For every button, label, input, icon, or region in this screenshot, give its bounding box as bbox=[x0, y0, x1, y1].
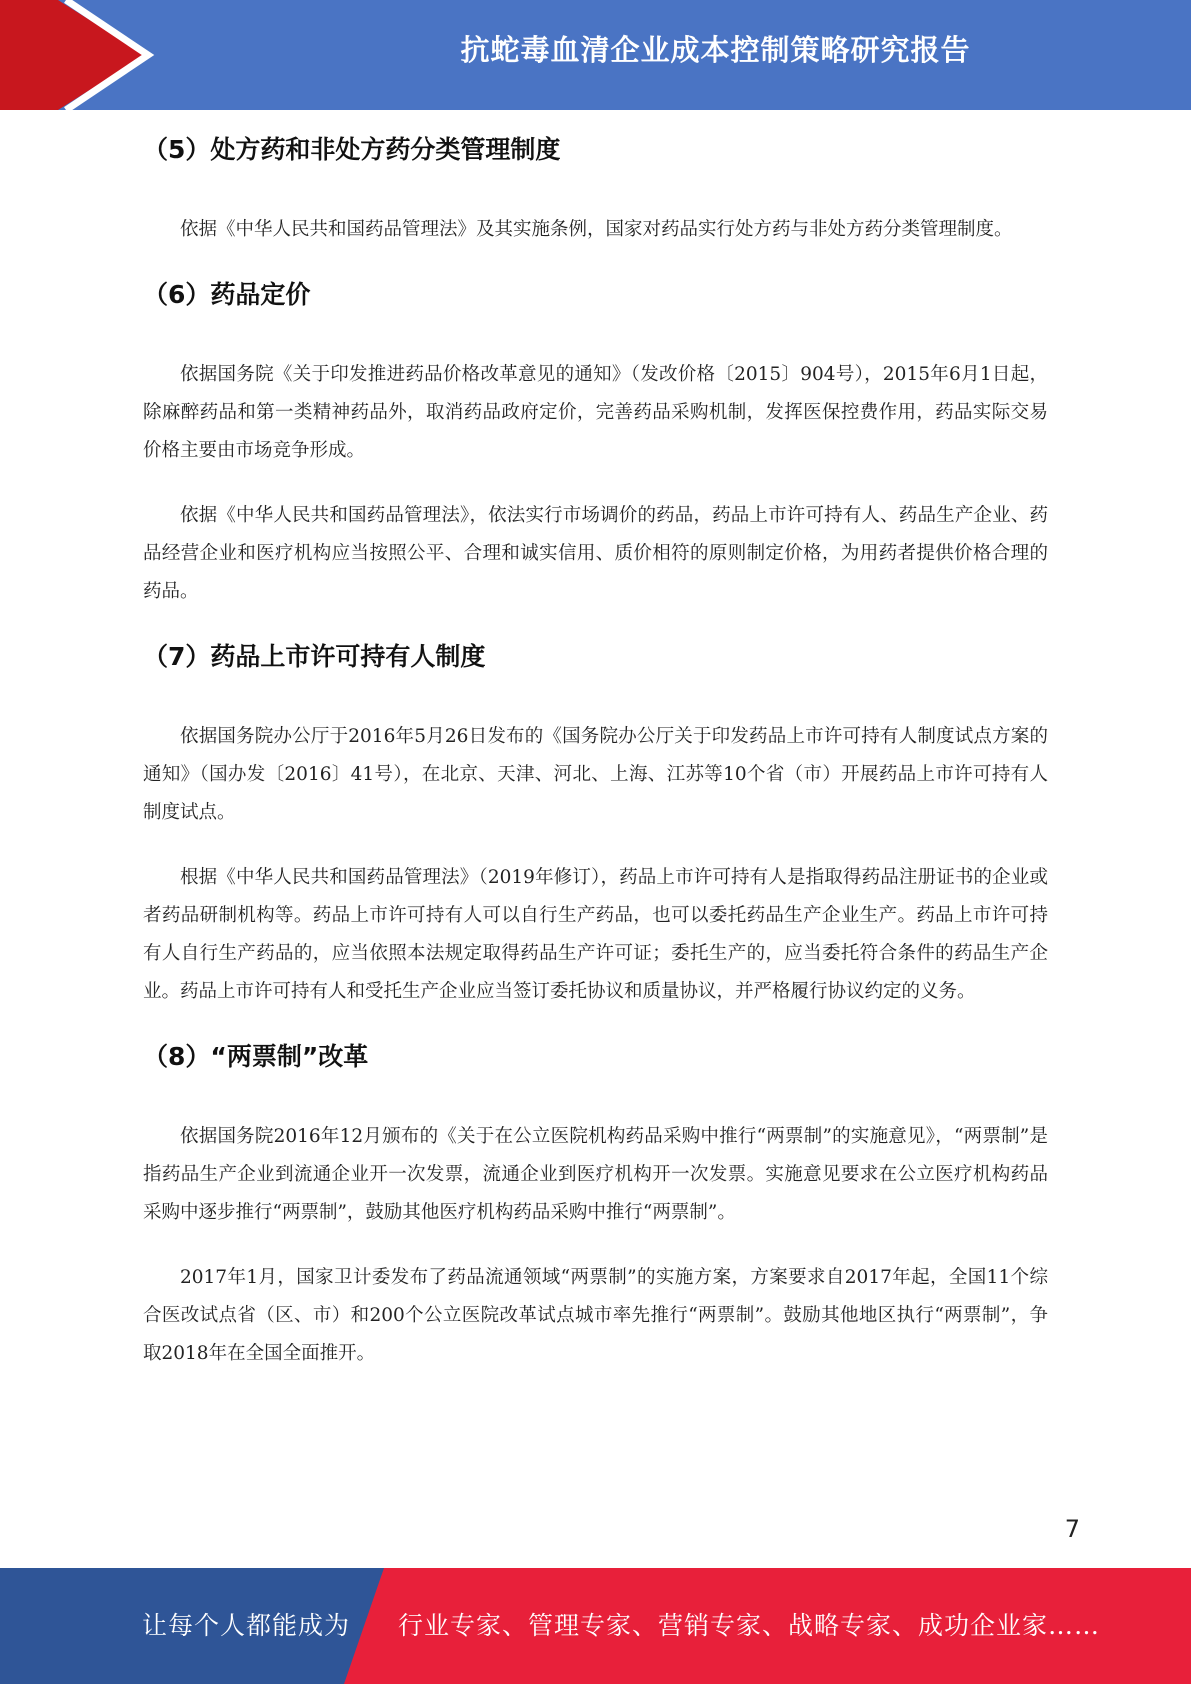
report-title: 抗蛇毒血清企业成本控制策略研究报告 bbox=[460, 33, 971, 67]
section-heading-5: （5）处方药和非处方药分类管理制度 bbox=[143, 135, 561, 164]
section-heading-7: （7）药品上市许可持有人制度 bbox=[143, 642, 486, 671]
section-5-paragraph-1: 依据《中华人民共和国药品管理法》及其实施条例，国家对药品实行处方药与非处方药分类管理制度。 bbox=[180, 219, 1013, 240]
page-number: 7 bbox=[1064, 1515, 1080, 1543]
section-7-paragraph-2: 根据《中华人民共和国药品管理法》（2019年修订），药品上市许可持有人是指取得药品注册证书的企业或者药品研制机构等。药品上市许可持有人可以自行生产药品，也可以委托药品生产企业生产。药品上市许可持有人自行生产药品的，应当依照本法规定取得药品生产许可证；委托生产的，应当委托符合条件的药品生产企业。药品上市许可持有人和受托生产企业应当签订委托协议和质量协议，并严格履行协议约定的义务。 bbox=[143, 867, 1048, 1002]
footer-slogan-left: 让每个人都能成为 bbox=[142, 1611, 351, 1640]
section-8-paragraph-2: 2017年1月，国家卫计委发布了药品流通领域“两票制”的实施方案，方案要求自2017年起，全国11个综合医改试点省（区、市）和200个公立医院改革试点城市率先推行“两票制”。鼓励其他地区执行“两票制”，争取2018年在全国全面推开。 bbox=[143, 1267, 1048, 1364]
section-7-paragraph-1: 依据国务院办公厅于2016年5月26日发布的《国务院办公厅关于印发药品上市许可持有人制度试点方案的通知》（国办发〔2016〕41号），在北京、天津、河北、上海、江苏等10个省（市）开展药品上市许可持有人制度试点。 bbox=[143, 726, 1048, 823]
section-8-paragraph-1: 依据国务院2016年12月颁布的《关于在公立医院机构药品采购中推行“两票制”的实施意见》，“两票制”是指药品生产企业到流通企业开一次发票，流通企业到医疗机构开一次发票。实施意见要求在公立医疗机构药品采购中逐步推行“两票制”，鼓励其他医疗机构药品采购中推行“两票制”。 bbox=[143, 1126, 1048, 1223]
section-6-paragraph-1: 依据国务院《关于印发推进药品价格改革意见的通知》（发改价格〔2015〕904号），2015年6月1日起，除麻醉药品和第一类精神药品外，取消药品政府定价，完善药品采购机制，发挥医保控费作用，药品实际交易价格主要由市场竞争形成。 bbox=[143, 364, 1048, 461]
section-heading-6: （6）药品定价 bbox=[143, 280, 311, 309]
page-footer bbox=[0, 1568, 1191, 1684]
page-header bbox=[0, 0, 1191, 110]
section-heading-8: （8）“两票制”改革 bbox=[143, 1042, 369, 1071]
document-body bbox=[143, 128, 1048, 1373]
section-6-paragraph-2: 依据《中华人民共和国药品管理法》，依法实行市场调价的药品，药品上市许可持有人、药品生产企业、药品经营企业和医疗机构应当按照公平、合理和诚实信用、质价相符的原则制定价格，为用药者提供价格合理的药品。 bbox=[143, 505, 1048, 602]
footer-slogan-right: 行业专家、管理专家、营销专家、战略专家、成功企业家…… bbox=[398, 1611, 1101, 1640]
